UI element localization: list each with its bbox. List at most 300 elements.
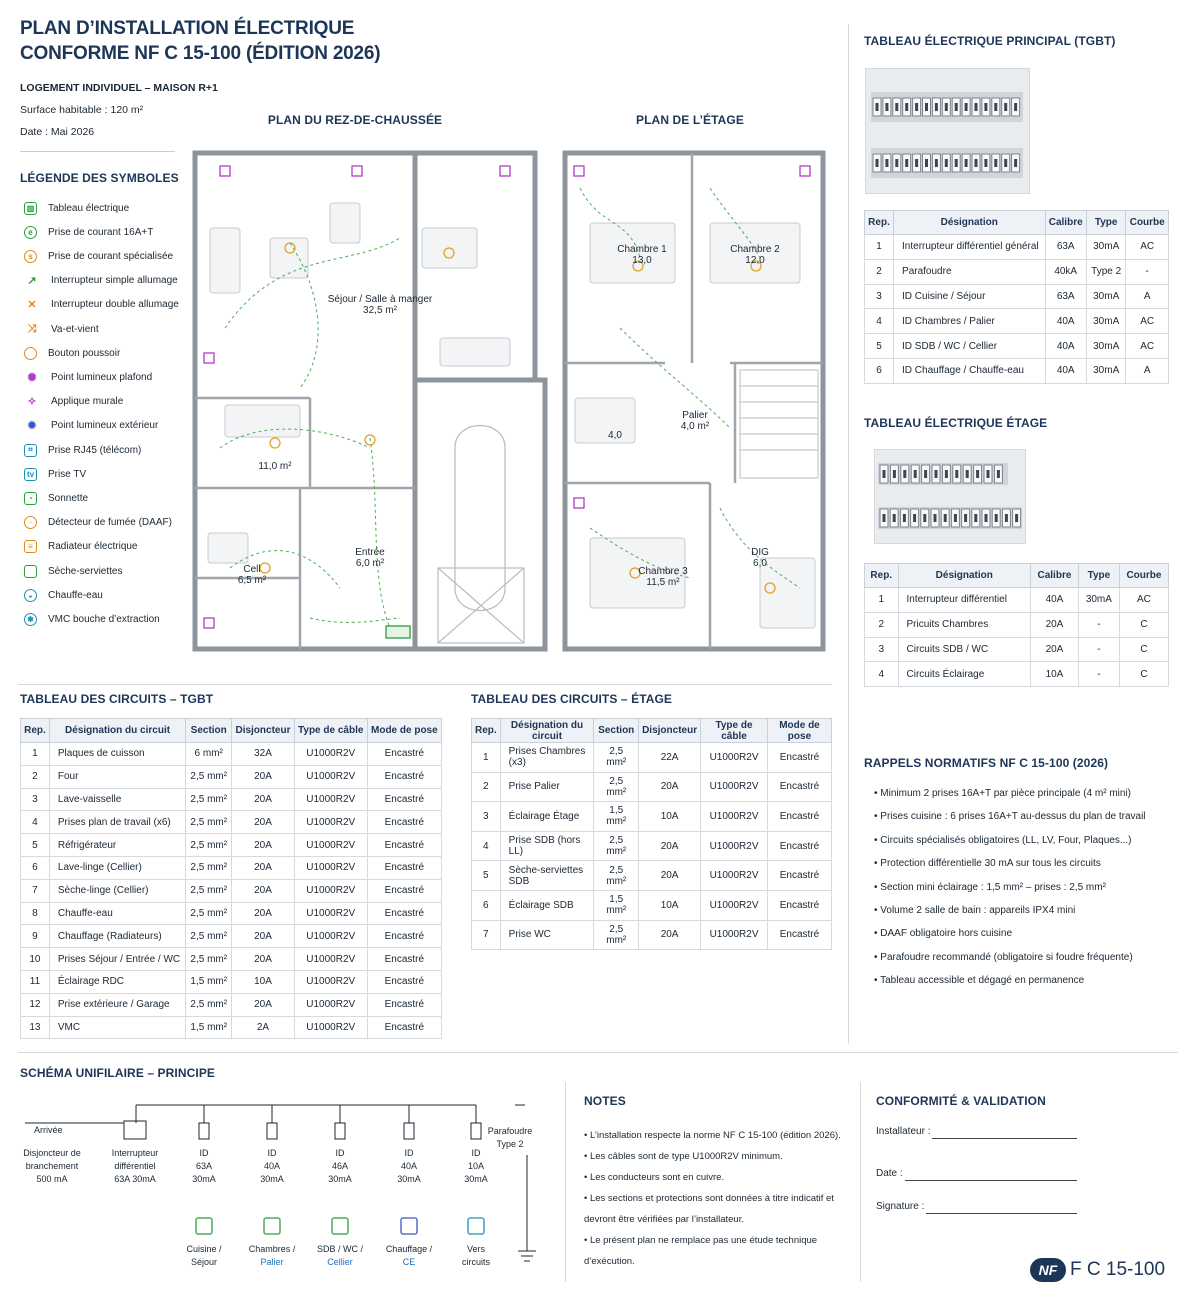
branch-destination-icon	[332, 1218, 348, 1234]
legend-label: Détecteur de fumée (DAAF)	[48, 517, 172, 529]
breaker-toggle	[955, 103, 958, 111]
table-cell: Éclairage SDB	[500, 890, 594, 920]
table-cell: U1000R2V	[294, 948, 367, 971]
table-cell: ID Chambres / Palier	[894, 309, 1045, 334]
table-row	[21, 902, 442, 925]
branch-destination-label: SDB / WC / Cellier	[316, 1244, 363, 1267]
table-cell: 2,5 mm²	[186, 925, 232, 948]
table-row	[865, 637, 1169, 662]
table-cell: 3	[21, 788, 50, 811]
document-title-line1: PLAN D’INSTALLATION ÉLECTRIQUE	[20, 18, 355, 39]
breaker-toggle	[925, 103, 928, 111]
legend-label: Bouton poussoir	[48, 347, 121, 359]
table-cell: 2	[865, 612, 899, 637]
breaker-toggle	[883, 514, 886, 522]
table-cell: 30mA	[1078, 588, 1119, 613]
table-cell: 6	[865, 358, 894, 383]
legend-item	[24, 296, 179, 314]
upper-room-label-3: Palier 4,0 m²	[680, 410, 710, 432]
table-cell: Encastré	[367, 948, 441, 971]
upper-room-label-2: Chambre 2 12,0	[730, 244, 780, 266]
breaker-toggle	[994, 103, 997, 111]
table-header: Section	[594, 719, 639, 743]
table-cell: 40A	[1045, 358, 1086, 383]
table-row	[21, 925, 442, 948]
legend-item	[24, 272, 178, 290]
table-cell: 9	[21, 925, 50, 948]
table-cell: 30mA	[1086, 235, 1126, 260]
table-cell: 2A	[232, 1016, 295, 1039]
legend-item	[24, 368, 152, 386]
table-cell: 5	[865, 334, 894, 359]
circuits-tgbt-table	[20, 718, 442, 1039]
breaker-toggle	[974, 514, 977, 522]
table-cell: Prises Chambres (x3)	[500, 743, 594, 773]
legend-label: Point lumineux plafond	[51, 371, 153, 383]
table-cell: 40kA	[1045, 259, 1086, 284]
table-cell: Prise Palier	[500, 772, 594, 802]
etage-panel-photo	[874, 449, 1026, 544]
breaker-toggle	[975, 103, 978, 111]
circuits-divider	[18, 684, 832, 685]
table-row	[21, 811, 442, 834]
tv-socket-icon: tv	[24, 468, 37, 481]
table-cell: 10A	[232, 970, 295, 993]
legend-item	[24, 514, 172, 532]
table-cell: A	[1126, 284, 1169, 309]
table-cell: 20A	[232, 856, 295, 879]
table-cell: 6	[472, 890, 501, 920]
table-header: Désignation	[898, 564, 1031, 588]
table-cell: VMC	[49, 1016, 185, 1039]
table-cell: 30mA	[1086, 334, 1126, 359]
rappel-item: • Parafoudre recommandé (obligatoire si foudre fréquente)	[874, 951, 1133, 963]
table-cell: 1,5 mm²	[186, 1016, 232, 1039]
legend-label: Tableau électrique	[48, 202, 130, 214]
table-cell: C	[1119, 662, 1168, 687]
table-cell: Chauffe-eau	[49, 902, 185, 925]
notes-list	[584, 1125, 841, 1272]
table-cell: Encastré	[767, 772, 831, 802]
installateur-label: Installateur :	[876, 1126, 931, 1137]
table-row	[21, 970, 442, 993]
installateur-field[interactable]	[932, 1138, 1077, 1139]
legend-item	[24, 199, 129, 217]
table-cell: 3	[865, 284, 894, 309]
table-row	[21, 993, 442, 1016]
table-row	[472, 772, 832, 802]
tgbt-table-wrap	[864, 210, 1169, 384]
legend-item	[24, 562, 122, 580]
table-cell: Type 2	[1086, 259, 1126, 284]
breaker-toggle	[876, 159, 879, 167]
wall-light-icon: ✧	[27, 396, 37, 409]
table-cell: 20A	[232, 788, 295, 811]
breaker-toggle	[1004, 159, 1007, 167]
breaker-toggle	[876, 103, 879, 111]
table-cell: Circuits Éclairage	[898, 662, 1031, 687]
rappels-title: RAPPELS NORMATIFS NF C 15-100 (2026)	[864, 756, 1109, 770]
rappels-list	[874, 788, 1146, 999]
table-cell: 2,5 mm²	[594, 743, 639, 773]
branch-destination-icon	[196, 1218, 212, 1234]
branch-rating-label: ID 10A 30mA	[464, 1148, 488, 1184]
table-cell: ID Cuisine / Séjour	[894, 284, 1045, 309]
nf-logo-text: F C 15-100	[1070, 1259, 1166, 1280]
table-cell: 20A	[232, 925, 295, 948]
breaker-toggle	[903, 514, 906, 522]
table-cell: 2,5 mm²	[186, 788, 232, 811]
table-row	[472, 890, 832, 920]
table-cell: Éclairage Étage	[500, 802, 594, 832]
breaker-toggle	[934, 514, 937, 522]
table-cell: U1000R2V	[701, 802, 768, 832]
breaker-toggle	[975, 159, 978, 167]
signature-label: Signature :	[876, 1201, 925, 1212]
breaker-toggle	[1015, 514, 1018, 522]
arrivee-label: Arrivée	[34, 1125, 63, 1135]
breaker-toggle	[883, 470, 886, 478]
table-cell: 20A	[639, 772, 701, 802]
table-row	[865, 284, 1169, 309]
table-cell: Encastré	[767, 890, 831, 920]
table-header: Rep.	[865, 564, 899, 588]
table-cell: Encastré	[367, 743, 441, 766]
note-line: • Les sections et protections sont données à titre indicatif et	[584, 1193, 834, 1204]
table-cell: U1000R2V	[701, 831, 768, 861]
branch-destination-icon	[468, 1218, 484, 1234]
branch-destination-label: Vers circuits	[461, 1244, 490, 1267]
breaker-toggle	[955, 470, 958, 478]
rappel-item: • Minimum 2 prises 16A+T par pièce principale (4 m² mini)	[874, 788, 1132, 799]
parafoudre-label: Parafoudre Type 2	[487, 1126, 533, 1149]
branch-destination-label: Cuisine / Séjour	[186, 1244, 222, 1267]
upper-room-label-1: Chambre 1 13,0	[617, 244, 667, 266]
upper-plan-title: PLAN DE L’ÉTAGE	[636, 113, 744, 127]
table-cell: 2,5 mm²	[186, 834, 232, 857]
legend-label: Prise RJ45 (télécom)	[48, 444, 142, 456]
table-cell: 30mA	[1086, 309, 1126, 334]
table-cell: 5	[472, 861, 501, 891]
table-cell: 8	[21, 902, 50, 925]
table-cell: Encastré	[367, 811, 441, 834]
table-cell: Encastré	[367, 856, 441, 879]
table-cell: 2,5 mm²	[594, 861, 639, 891]
table-cell: U1000R2V	[294, 788, 367, 811]
table-cell: Interrupteur différentiel	[898, 588, 1031, 613]
breaker-toggle	[994, 159, 997, 167]
table-cell: U1000R2V	[294, 811, 367, 834]
vmc-icon: ✱	[24, 613, 37, 626]
table-cell: 20A	[232, 811, 295, 834]
table-cell: U1000R2V	[294, 993, 367, 1016]
etage-panel-title: TABLEAU ÉLECTRIQUE ÉTAGE	[864, 416, 1048, 430]
table-cell: 4	[21, 811, 50, 834]
breaker-toggle	[924, 470, 927, 478]
table-header: Mode de pose	[767, 719, 831, 743]
legend-item	[24, 586, 103, 604]
breaker-toggle	[997, 470, 1000, 478]
branch-rating-label: ID 63A 30mA	[192, 1148, 216, 1184]
table-row	[865, 662, 1169, 687]
branch-rating-label: ID 40A 30mA	[260, 1148, 284, 1184]
table-cell: Encastré	[367, 879, 441, 902]
table-cell: 20A	[232, 834, 295, 857]
breaker-toggle	[935, 159, 938, 167]
circuits-etage-wrap	[471, 718, 832, 950]
branch-breaker-icon	[404, 1123, 414, 1139]
table-cell: 2,5 mm²	[186, 765, 232, 788]
breaker-toggle	[895, 159, 898, 167]
branch-destination-label: Chambres / Palier	[248, 1244, 296, 1267]
table-cell: Pricuits Chambres	[898, 612, 1031, 637]
notes-title: NOTES	[584, 1094, 626, 1108]
legend-item	[24, 489, 88, 507]
breaker-toggle	[1014, 159, 1017, 167]
breaker-toggle	[885, 159, 888, 167]
table-cell: AC	[1126, 235, 1169, 260]
table-cell: 1	[21, 743, 50, 766]
table-cell: Encastré	[367, 970, 441, 993]
table-cell: Encastré	[367, 1016, 441, 1039]
table-cell: Circuits SDB / WC	[898, 637, 1031, 662]
table-cell: -	[1078, 637, 1119, 662]
legend-label: Prise de courant spécialisée	[48, 250, 174, 262]
table-cell: 6 mm²	[186, 743, 232, 766]
note-line: • Les conducteurs sont en cuivre.	[584, 1172, 725, 1183]
table-cell: U1000R2V	[701, 772, 768, 802]
table-cell: 2,5 mm²	[186, 948, 232, 971]
table-cell: 40A	[1045, 334, 1086, 359]
socket-icon: e	[24, 226, 37, 239]
table-row	[21, 1016, 442, 1039]
table-cell: 1,5 mm²	[594, 802, 639, 832]
breaker-toggle	[915, 159, 918, 167]
table-cell: U1000R2V	[294, 743, 367, 766]
document-subtitle: LOGEMENT INDIVIDUEL – MAISON R+1	[20, 82, 218, 94]
table-cell: 7	[472, 920, 501, 950]
branch-rating-label: ID 46A 30mA	[328, 1148, 352, 1184]
table-cell: A	[1126, 358, 1169, 383]
tgbt-title: TABLEAU ÉLECTRIQUE PRINCIPAL (TGBT)	[864, 34, 1116, 48]
smoke-detector-icon: ◦	[24, 516, 37, 529]
breaker-toggle	[923, 514, 926, 522]
table-cell: Chauffage (Radiateurs)	[49, 925, 185, 948]
table-cell: Éclairage RDC	[49, 970, 185, 993]
outdoor-light-icon: ✹	[27, 420, 37, 433]
towel-dryer-icon	[24, 565, 37, 578]
table-cell: 4	[472, 831, 501, 861]
table-cell: 20A	[639, 861, 701, 891]
table-header: Type	[1078, 564, 1119, 588]
table-header: Calibre	[1031, 564, 1079, 588]
legend-label: Sèche-serviettes	[48, 565, 123, 577]
note-line: d’exécution.	[584, 1256, 635, 1267]
inter-diff-label: Interrupteur différentiel 63A 30mA	[111, 1148, 159, 1184]
breaker-toggle	[984, 159, 987, 167]
table-row	[472, 861, 832, 891]
table-cell: C	[1119, 637, 1168, 662]
note-line: • Les câbles sont de type U1000R2V minimum.	[584, 1151, 783, 1162]
table-cell: 2,5 mm²	[594, 772, 639, 802]
legend-label: Va-et-vient	[51, 323, 99, 335]
legend-item	[24, 320, 99, 338]
date-field[interactable]	[905, 1180, 1077, 1181]
legend-item	[24, 538, 138, 556]
breaker-toggle	[885, 103, 888, 111]
table-cell: 10	[21, 948, 50, 971]
header-divider	[20, 151, 175, 152]
ground-plan-title: PLAN DU REZ-DE-CHAUSSÉE	[267, 113, 443, 127]
table-cell: 13	[21, 1016, 50, 1039]
table-cell: 12	[21, 993, 50, 1016]
ceiling-light-icon: ✺	[27, 371, 37, 384]
notes-divider	[565, 1082, 566, 1282]
validation-divider	[860, 1082, 861, 1282]
breaker-toggle	[995, 514, 998, 522]
table-row	[865, 334, 1169, 359]
table-cell: Parafoudre	[894, 259, 1045, 284]
table-cell: 20A	[232, 902, 295, 925]
footer-divider	[18, 1052, 1178, 1053]
table-cell: 2,5 mm²	[186, 811, 232, 834]
table-cell: 2,5 mm²	[186, 902, 232, 925]
table-cell: 63A	[1045, 284, 1086, 309]
legend-label: Prise TV	[48, 468, 87, 480]
switch-icon: ↗	[27, 275, 37, 288]
legend-item	[24, 393, 123, 411]
circuits-etage-table	[471, 718, 832, 950]
signature-field[interactable]	[926, 1213, 1077, 1214]
branch-destination-icon	[264, 1218, 280, 1234]
legend-label: Chauffe-eau	[48, 589, 103, 601]
table-cell: 63A	[1045, 235, 1086, 260]
table-header: Désignation	[894, 211, 1045, 235]
table-cell: ID Chauffage / Chauffe-eau	[894, 358, 1045, 383]
breaker-toggle	[944, 514, 947, 522]
table-cell: 4	[865, 309, 894, 334]
table-cell: U1000R2V	[701, 743, 768, 773]
table-row	[865, 259, 1169, 284]
table-cell: Interrupteur différentiel général	[894, 235, 1045, 260]
rappel-item: • Tableau accessible et dégagé en permanence	[874, 975, 1085, 987]
panel-icon: ▥	[24, 202, 37, 215]
table-cell: 20A	[1031, 612, 1079, 637]
nf-logo-icon: NF	[1030, 1258, 1066, 1282]
legend-item	[24, 247, 173, 265]
table-row	[865, 588, 1169, 613]
table-cell: U1000R2V	[294, 856, 367, 879]
table-cell: Encastré	[767, 802, 831, 832]
table-cell: U1000R2V	[294, 879, 367, 902]
table-cell: U1000R2V	[294, 765, 367, 788]
table-cell: 10A	[639, 890, 701, 920]
table-cell: 11	[21, 970, 50, 993]
legend-label: Point lumineux extérieur	[51, 420, 159, 432]
table-cell: 30mA	[1086, 284, 1126, 309]
table-cell: Sèche-linge (Cellier)	[49, 879, 185, 902]
table-cell: 20A	[1031, 637, 1079, 662]
circuits-etage-title: TABLEAU DES CIRCUITS – ÉTAGE	[471, 692, 673, 706]
table-cell: 40A	[1031, 588, 1079, 613]
table-cell: -	[1126, 259, 1169, 284]
rappel-item: • DAAF obligatoire hors cuisine	[874, 928, 1013, 940]
table-cell: 1,5 mm²	[594, 890, 639, 920]
table-row	[865, 309, 1169, 334]
unifilaire-title: SCHÉMA UNIFILAIRE – PRINCIPE	[20, 1066, 216, 1080]
table-header: Section	[186, 719, 232, 743]
table-cell: 20A	[639, 831, 701, 861]
breaker-toggle	[935, 470, 938, 478]
table-cell: Prise SDB (hors LL)	[500, 831, 594, 861]
table-cell: Prises Séjour / Entrée / WC	[49, 948, 185, 971]
ground-room-label-1: Séjour / Salle à manger 32,5 m²	[327, 294, 433, 316]
breaker-toggle	[1014, 103, 1017, 111]
legend-item	[24, 223, 153, 241]
table-cell: U1000R2V	[294, 925, 367, 948]
table-cell: Encastré	[367, 902, 441, 925]
breaker-toggle	[893, 514, 896, 522]
table-header: Type de câble	[701, 719, 768, 743]
circuits-tgbt-title: TABLEAU DES CIRCUITS – TGBT	[20, 692, 214, 706]
table-cell: 2,5 mm²	[594, 920, 639, 950]
table-cell: Encastré	[767, 861, 831, 891]
table-cell: 1	[865, 588, 899, 613]
two-way-switch-icon: ⤨	[27, 322, 37, 335]
breaker-toggle	[1004, 103, 1007, 111]
rappel-item: • Volume 2 salle de bain : appareils IPX4 mini	[874, 904, 1076, 916]
table-cell: 20A	[232, 765, 295, 788]
table-row	[21, 948, 442, 971]
table-cell: U1000R2V	[701, 890, 768, 920]
push-button-icon	[24, 347, 37, 360]
breaker-toggle	[893, 470, 896, 478]
legend-label: Applique murale	[51, 396, 124, 408]
breaker-toggle	[976, 470, 979, 478]
legend-item	[24, 610, 160, 628]
table-cell: 2	[472, 772, 501, 802]
table-cell: U1000R2V	[294, 970, 367, 993]
breaker-toggle	[965, 103, 968, 111]
breaker-toggle	[903, 470, 906, 478]
breaker-toggle	[945, 103, 948, 111]
table-cell: 20A	[639, 920, 701, 950]
table-cell: Encastré	[767, 920, 831, 950]
ground-room-label-2: 11,0 m²	[258, 461, 292, 472]
rappel-item: • Circuits spécialisés obligatoires (LL, LV, Four, Plaques...)	[874, 834, 1132, 846]
table-row	[865, 235, 1169, 260]
breaker-toggle	[895, 103, 898, 111]
table-cell: AC	[1119, 588, 1168, 613]
table-cell: Encastré	[367, 834, 441, 857]
table-header: Désignation du circuit	[49, 719, 185, 743]
table-header: Disjoncteur	[232, 719, 295, 743]
legend-item	[24, 465, 86, 483]
legend-item	[24, 441, 141, 459]
water-heater-icon: ◒	[24, 589, 37, 602]
rj45-icon: ⌗	[24, 444, 37, 457]
table-cell: U1000R2V	[701, 861, 768, 891]
breaker-toggle	[984, 103, 987, 111]
note-line: • L’installation respecte la norme NF C 15-100 (édition 2026).	[584, 1130, 841, 1141]
date-label: Date :	[876, 1168, 903, 1179]
legend-label: Prise de courant 16A+T	[48, 226, 154, 238]
branch-rating-label: ID 40A 30mA	[397, 1148, 421, 1184]
table-cell: 6	[21, 856, 50, 879]
table-cell: 3	[865, 637, 899, 662]
legend-item	[24, 417, 158, 435]
breaker-toggle	[935, 103, 938, 111]
